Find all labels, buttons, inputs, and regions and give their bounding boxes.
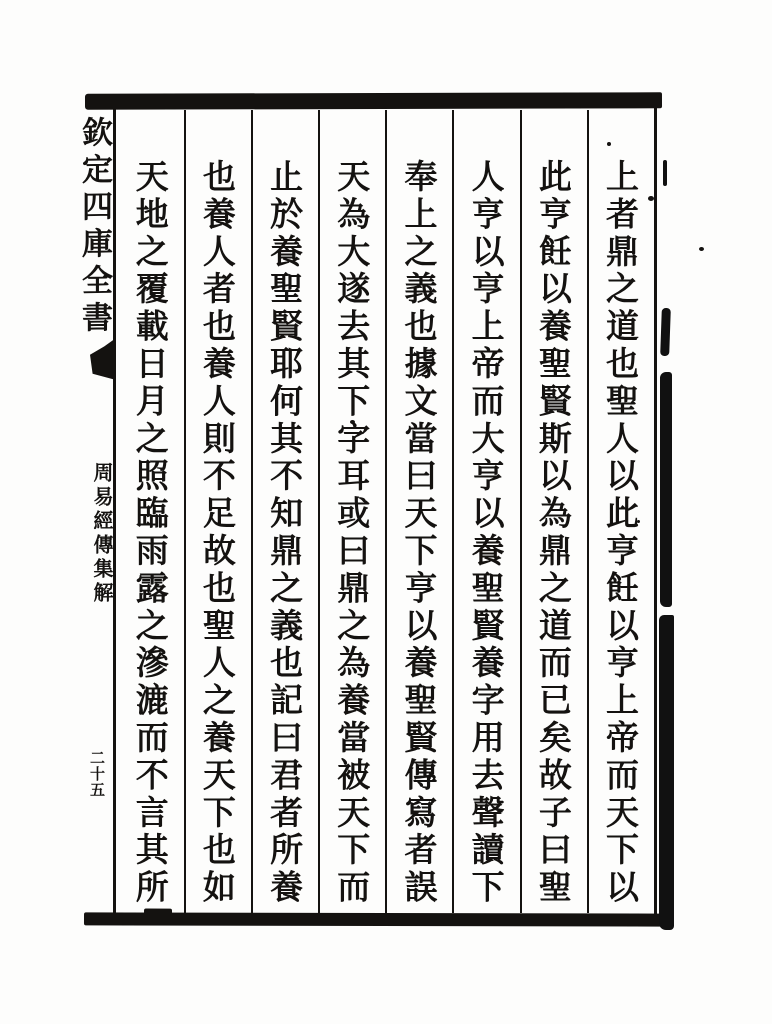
frame-right-border <box>654 105 657 920</box>
text-column-7: 也養人者也養人則不足故也聖人之養天下也如 <box>184 110 251 913</box>
text-column-1: 上者鼎之道也聖人以此亨飪以亨上帝而天下以 <box>587 110 654 913</box>
text-column-2: 此亨飪以養聖賢斯以為鼎之道而已矣故子曰聖 <box>520 110 587 913</box>
ink-speck <box>699 247 704 251</box>
page-edge-ink-streak <box>660 372 672 607</box>
text-column-8: 天地之覆載日月之照臨雨露之滲漉而不言其所 <box>130 159 170 907</box>
text-block <box>116 110 654 913</box>
collection-seal-label: 欽定四庫全書 <box>76 115 112 339</box>
page-edge-ink-streak <box>663 160 667 186</box>
book-title-label: 周易經傳集解 <box>90 462 114 606</box>
text-column-6: 止於養聖賢耶何其不知鼎之義也記曰君者所養 <box>251 110 318 913</box>
page-number-label: 二十五 <box>88 750 106 798</box>
page-edge-ink-streak <box>659 615 674 930</box>
page-edge-ink-streak <box>660 308 671 356</box>
frame-bottom-border <box>84 912 666 926</box>
text-column-5: 天為大遂去其下字耳或曰鼎之為養當被天下而 <box>318 110 385 913</box>
text-column-4: 奉上之義也據文當曰天下亨以養聖賢傳寫者誤 <box>385 110 452 913</box>
frame-top-border <box>85 92 662 110</box>
text-column-3: 人亨以亨上帝而大亨以養聖賢養字用去聲讀下 <box>452 110 519 913</box>
